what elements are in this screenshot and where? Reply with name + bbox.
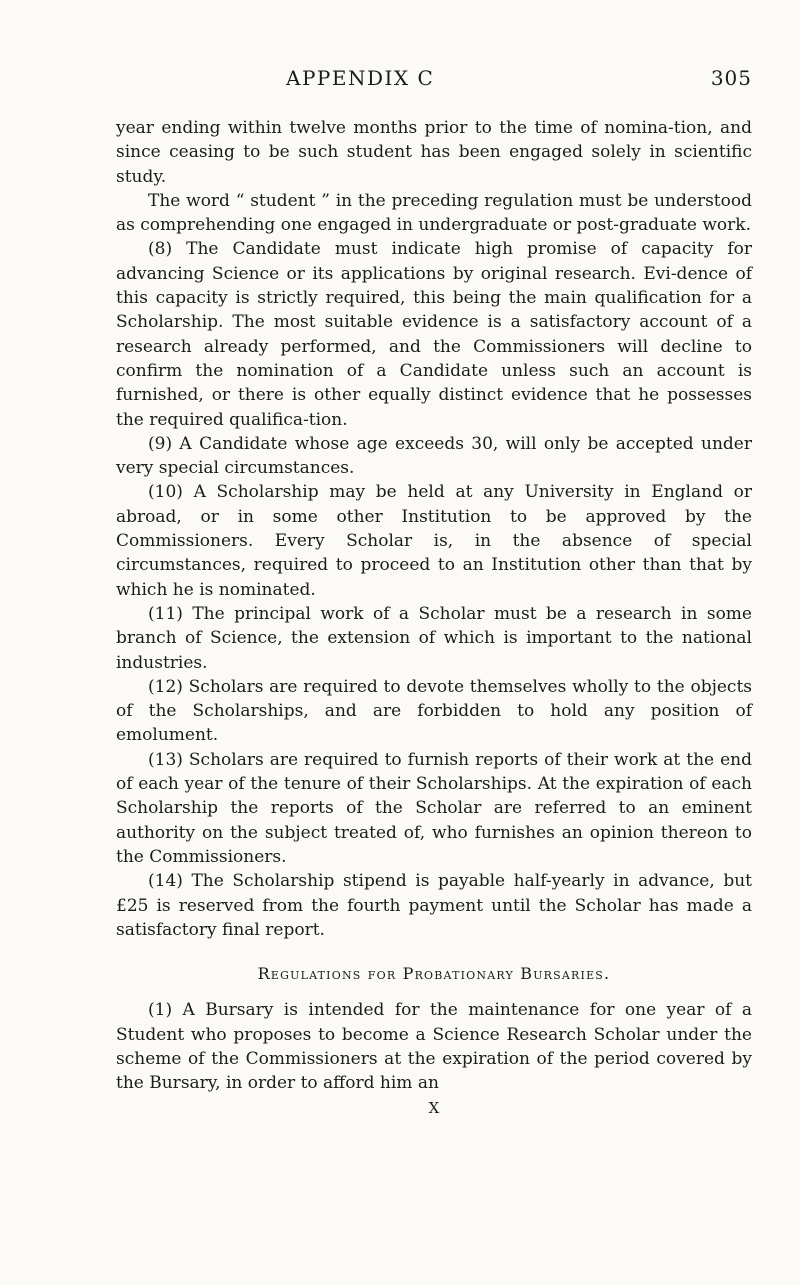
signature-mark: X bbox=[428, 1098, 440, 1117]
body-text bbox=[116, 116, 752, 1118]
regulation-13: (13) Scholars are required to furnish reports of their work at the end of each year of the tenure of their Scholarships. At the expiration of each Scholarship the reports of the Scholar are referred to an eminent authority on the subject treated of, who furnishes an opinion thereon to the Commissioners. bbox=[116, 749, 752, 867]
regulation-11: (11) The principal work of a Scholar must be a research in some branch of Science, the extension of which is important to the national industries. bbox=[116, 603, 752, 673]
document-page bbox=[116, 0, 752, 1285]
regulation-10: (10) A Scholarship may be held at any University in England or abroad, or in some other Institution to be approved by the Commissioners. Every Scholar is, in the absence of special circumstances, required to proceed to an Institution other than that by which he is nominated. bbox=[116, 482, 752, 600]
regulation-14: (14) The Scholarship stipend is payable half-yearly in advance, but £25 is reserved from the fourth payment until the Scholar has made a satisfactory final report. bbox=[116, 871, 752, 940]
bursary-regulation-1: (1) A Bursary is intended for the maintenance for one year of a Student who proposes to become a Science Research Scholar under the scheme of the Commissioners at the expiration of the period covered by the Bursary, in order to afford him an bbox=[116, 1000, 752, 1094]
paragraph-student-definition: The word “ student ” in the preceding regulation must be understood as comprehending one engaged in undergraduate or post-graduate work. bbox=[116, 190, 752, 236]
page-number: 305 bbox=[710, 66, 752, 90]
page-title: APPENDIX C bbox=[286, 66, 435, 90]
regulation-8: (8) The Candidate must indicate high promise of capacity for advancing Science or its applications by original research. Evi-dence of this capacity is strictly required, this being the main qualification for a Scholarship. The most suitable evidence is a satisfactory account of a research already performed, and the Commissioners will decline to confirm the nomination of a Candidate unless such an account is furnished, or there is other equally distinct evidence that he possesses the required qualifica-tion. bbox=[116, 239, 752, 430]
regulation-12: (12) Scholars are required to devote themselves wholly to the objects of the Scholarships, and are forbidden to hold any position of emolument. bbox=[116, 676, 752, 746]
paragraph-continued: year ending within twelve months prior to the time of nomina-tion, and since ceasing to be such student has been engaged solely in scientific study. bbox=[116, 118, 752, 187]
regulation-9: (9) A Candidate whose age exceeds 30, will only be accepted under very special circumstances. bbox=[116, 433, 752, 479]
running-head bbox=[116, 66, 752, 106]
section-heading: Regulations for Probationary Bursaries. bbox=[257, 964, 611, 984]
